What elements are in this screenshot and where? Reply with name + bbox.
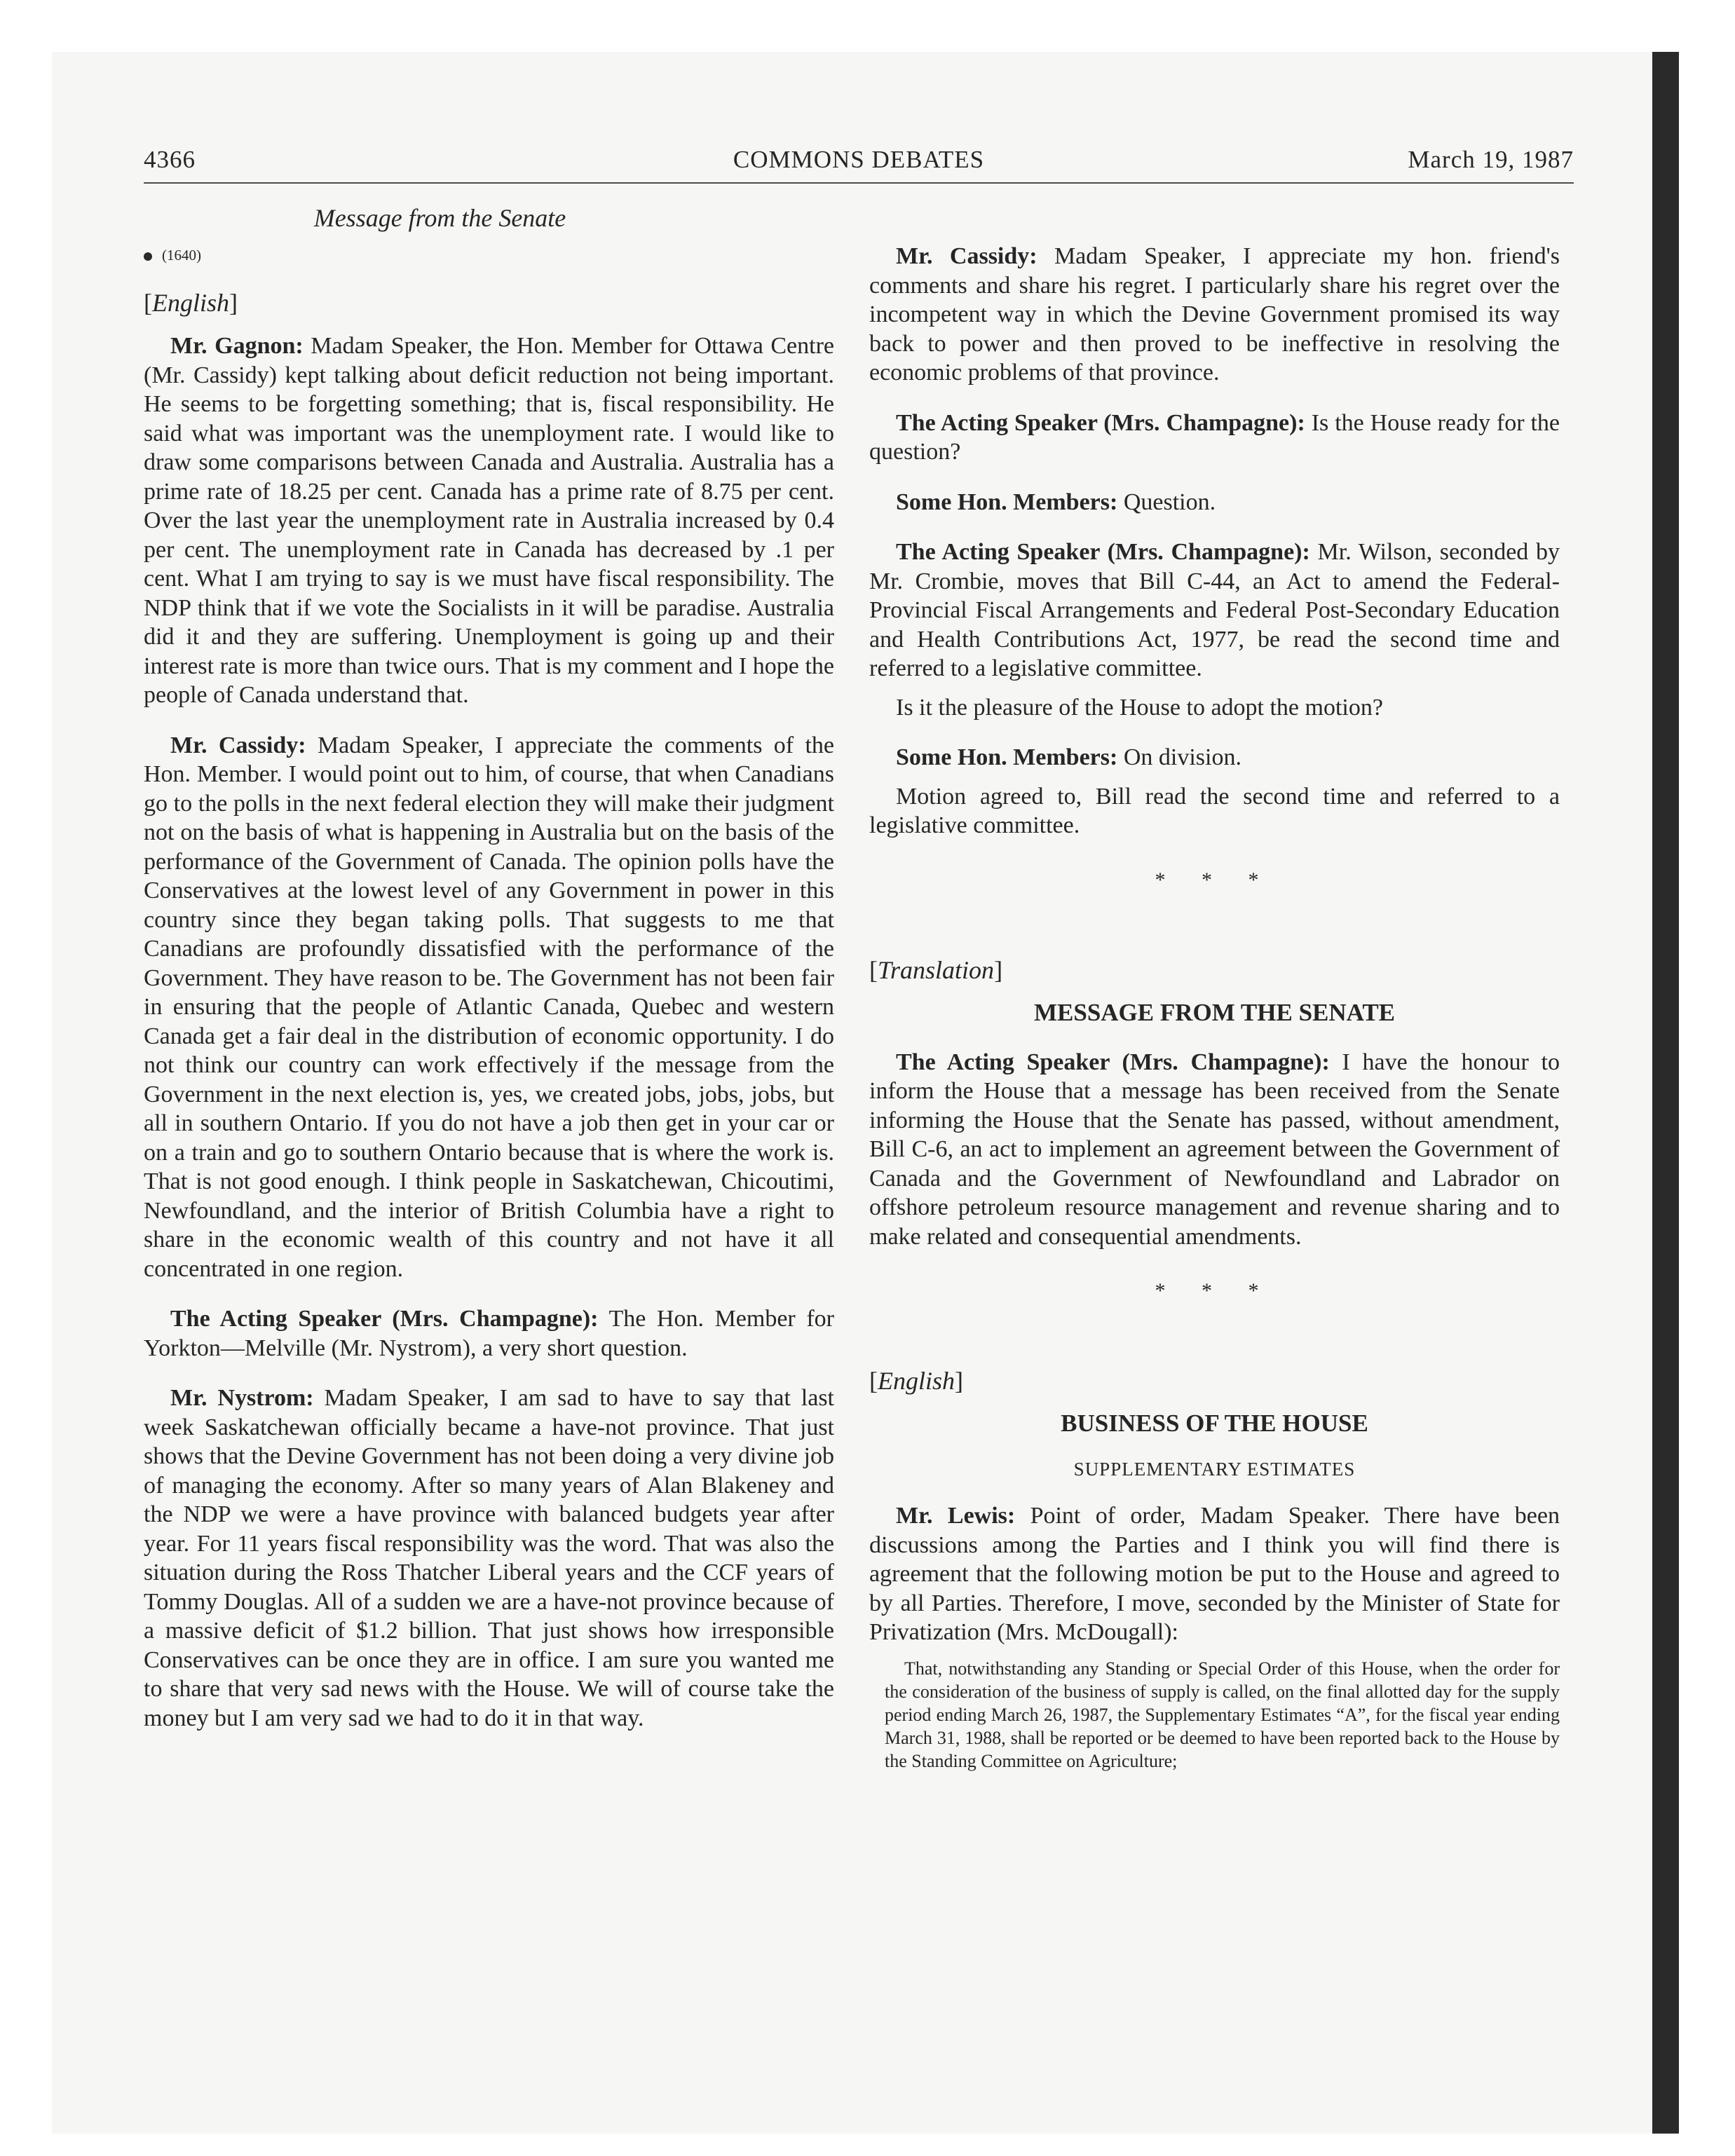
language-tag: [English] (869, 1367, 964, 1395)
speaker-name: Mr. Gagnon: (170, 333, 304, 359)
speaker-name: The Acting Speaker (Mrs. Champagne): (896, 1049, 1330, 1075)
section-heading: BUSINESS OF THE HOUSE (1061, 1410, 1368, 1437)
speech-text: Madam Speaker, I appreciate the comments of the Hon. Member. I would point out to him, of course, that when Canadians go to the polls in the next federal election they will make their judgment not on the basis of what is happening in Australia but on the basis of the performance of the Government of Canada. The opinion polls have the Conservatives at the lowest level of any Government in power in this country since they began taking polls. That suggests to me that Canadians are profoundly dissatisfied with the performance of the Government. They have reason to be. The Government has not been fair in ensuring that the people of Atlantic Canada, Quebec and western Canada get a fair deal in the distribution of economic opportunity. I do not think our country can work effectively if the message from the Government in the next election is, yes, we created jobs, jobs, jobs, but all in southern Ontario. If you do not have a job then get in your car or on a train and go to southern Ontario because that is where the work is. That is not good enough. I think people in Saskatchewan, Chicoutimi, Newfoundland, and the interior of British Columbia have a right to share in the economic wealth of this country and not have it all concentrated in one region. (144, 732, 834, 1282)
section-divider: * * * (1155, 868, 1274, 892)
section-heading: Message from the Senate (313, 204, 566, 232)
publication-title: COMMONS DEBATES (733, 146, 985, 173)
speech-paragraph (869, 538, 1560, 683)
language-tag-text: Translation (878, 955, 995, 984)
speaker-name: Mr. Lewis: (896, 1503, 1016, 1529)
speech-text: Point of order, Madam Speaker. There have been discussions among the Parties and I think you will find there is agreement that the following motion be put to the House and agreed to by all Parties. Therefore, I move, seconded by the Minister of State for Privatization (Mrs. McDougall): (869, 1503, 1560, 1645)
section-heading: MESSAGE FROM THE SENATE (1033, 998, 1396, 1026)
speech-text: The Hon. Member for Yorkton—Melville (Mr. Nystrom), a very short question. (144, 1306, 834, 1361)
left-column (144, 203, 834, 1754)
language-tag-text: English (878, 1367, 955, 1395)
right-column (869, 242, 1560, 1773)
speaker-name: The Acting Speaker (Mrs. Champagne): (170, 1306, 599, 1332)
language-tag: [English] (144, 289, 238, 317)
speech-paragraph (869, 743, 1560, 772)
speech-text: Question. (1117, 489, 1216, 515)
page-date: March 19, 1987 (1408, 146, 1574, 173)
question-paragraph: Is it the pleasure of the House to adopt the motion? (896, 694, 1383, 721)
speech-text: On division. (1117, 744, 1241, 770)
language-tag: [Translation] (869, 955, 1003, 984)
speech-paragraph (869, 409, 1560, 467)
speech-paragraph (144, 332, 834, 710)
speech-paragraph (869, 1501, 1560, 1647)
speech-text: Is the House ready for the question? (869, 409, 1560, 465)
speaker-name: Mr. Nystrom: (170, 1385, 314, 1411)
subsection-heading: SUPPLEMENTARY ESTIMATES (1073, 1459, 1356, 1480)
bullet-icon (144, 252, 152, 261)
speech-text: Madam Speaker, the Hon. Member for Ottawa Centre (Mr. Cassidy) kept talking about deficit reduction not being important. He seems to be forgetting something; that is, fiscal responsibility. He said what was important was the unemployment rate. I would like to draw some comparisons between Canada and Australia. Australia has a prime rate of 18.25 per cent. Canada has a prime rate of 8.75 per cent. Over the last year the unemployment rate in Australia increased by 0.4 per cent. The unemployment rate in Canada has decreased by .1 per cent. What I am trying to say is we must have fiscal responsibility. The NDP think that if we vote the Socialists in it will be paradise. Australia did it and they are suffering. Unemployment is going up and their interest rate is more than twice ours. That is my comment and I hope the people of Canada understand that. (144, 333, 834, 708)
motion-text: That, notwithstanding any Standing or Special Order of this House, when the order for the consideration of the business of supply is called, on the final allotted day for the supply period ending March 26, 1987, the Supplementary Estimates “A”, for the fiscal year ending March 31, 1988, shall be reported or be deemed to have been reported back to the House by the Standing Committee on Agriculture; (885, 1658, 1560, 1771)
page-header (144, 146, 1574, 184)
time-marker (144, 247, 834, 264)
speaker-name: Mr. Cassidy: (170, 732, 306, 758)
speech-paragraph (869, 488, 1560, 517)
speech-text: I have the honour to inform the House that a message has been received from the Senate informing the House that the Senate has passed, without amendment, Bill C-6, an act to implement an agreement between the Government of Canada and the Government of Newfoundland and Labrador on offshore petroleum resource management and revenue sharing and to make related and consequential amendments. (869, 1049, 1560, 1250)
page-number: 4366 (144, 146, 196, 173)
speech-text: Madam Speaker, I appreciate my hon. friend's comments and share his regret. I particularly share his regret over the incompetent way in which the Devine Government promised its way back to power and then proved to be ineffective in resolving the economic problems of that province. (869, 243, 1560, 386)
speech-text: Mr. Wilson, seconded by Mr. Crombie, moves that Bill C-44, an Act to amend the Federal-Provincial Fiscal Arrangements and Federal Post-Secondary Education and Health Contributions Act, 1977, be read the second time and referred to a legislative committee. (869, 539, 1560, 681)
speech-paragraph (144, 731, 834, 1284)
speaker-name: Some Hon. Members: (896, 489, 1118, 515)
language-tag-text: English (152, 289, 230, 317)
speech-paragraph (144, 1384, 834, 1733)
speech-text: Madam Speaker, I am sad to have to say that last week Saskatchewan officially became a have-not province. That just shows that the Devine Government has not been doing a very divine job of managing the economy. After so many years of Alan Blakeney and the NDP we were a have province with balanced budgets year after year. For 11 years fiscal responsibility was the word. That was also the situation during the Ross Thatcher Liberal years and the CCF years of Tommy Douglas. All of a sudden we are a have-not province because of a massive deficit of $1.2 billion. That just shows how irresponsible Conservatives can be once they are in office. I am sure you wanted me to share that very sad news with the House. We will of course take the money but I am very sad we had to do it in that way. (144, 1385, 834, 1731)
speaker-name: The Acting Speaker (Mrs. Champagne): (896, 409, 1305, 436)
scan-edge (1652, 52, 1679, 2134)
speaker-name: Mr. Cassidy: (896, 243, 1037, 269)
time-marker-text: (1640) (162, 247, 201, 264)
speech-paragraph (144, 1304, 834, 1363)
speech-paragraph (869, 1048, 1560, 1252)
speaker-name: Some Hon. Members: (896, 744, 1118, 770)
result-paragraph: Motion agreed to, Bill read the second time and referred to a legislative committee. (869, 783, 1560, 838)
speaker-name: The Acting Speaker (Mrs. Champagne): (896, 539, 1310, 565)
section-divider: * * * (1155, 1279, 1274, 1302)
speech-paragraph (869, 242, 1560, 388)
